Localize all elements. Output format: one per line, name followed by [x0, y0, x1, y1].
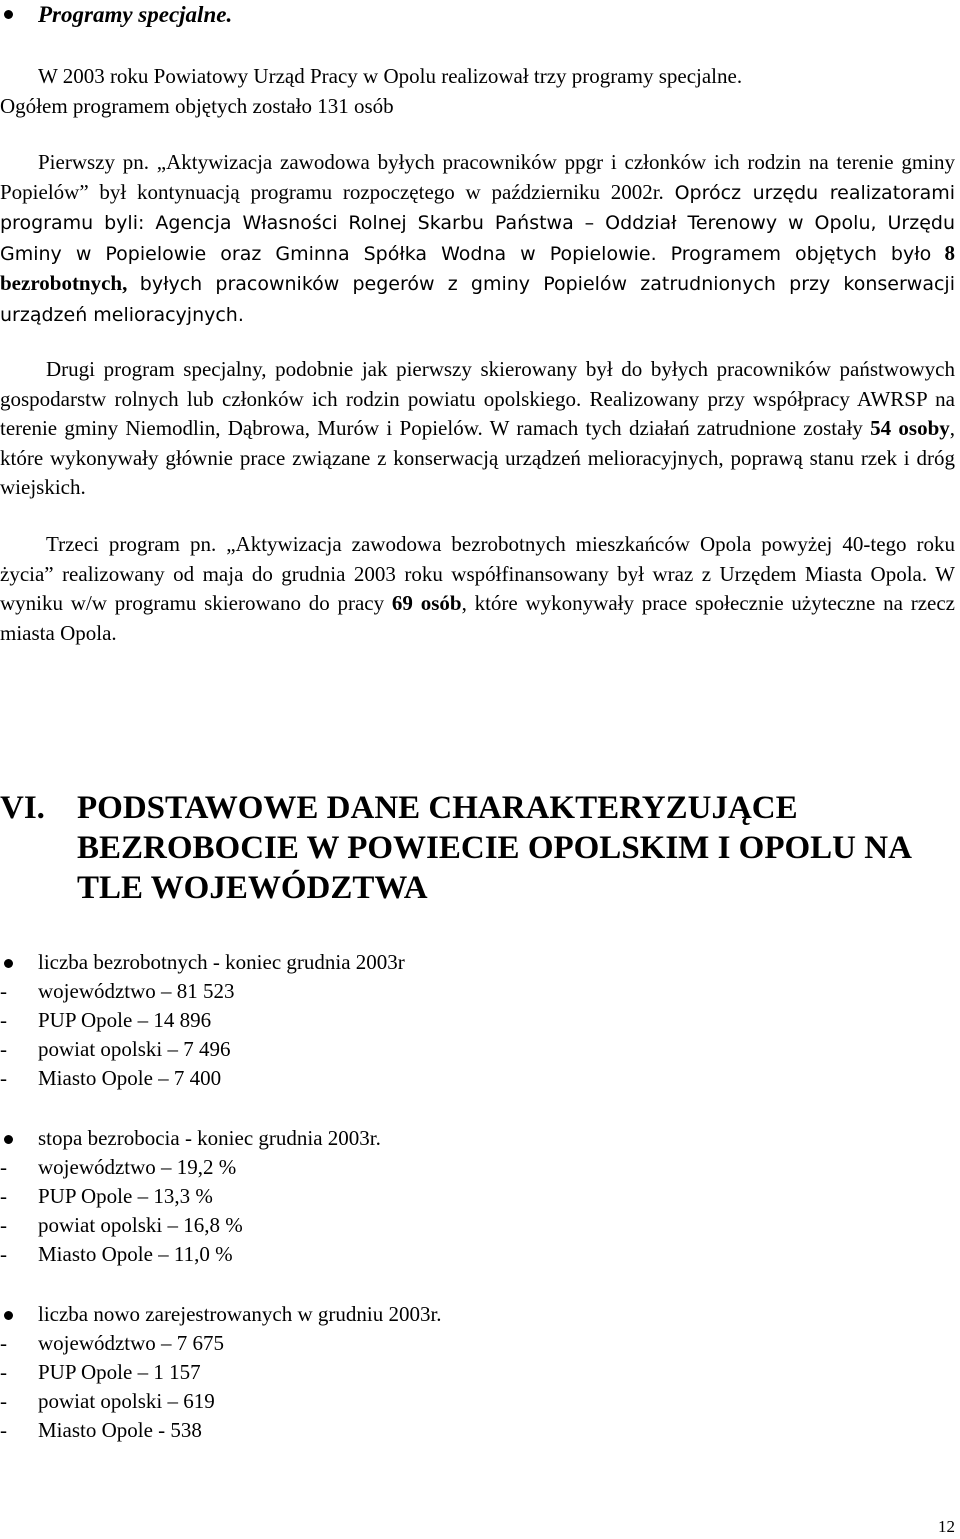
section-title-line: BEZROBOCIE W POWIECIE OPOLSKIM I OPOLU NA	[77, 830, 912, 866]
list-title: liczba nowo zarejestrowanych w grudniu 2003r.	[38, 1302, 442, 1326]
list-item: - województwo – 19,2 %	[0, 1155, 237, 1179]
section-title	[77, 788, 947, 908]
section-title-line: TLE WOJEWÓDZTWA	[77, 870, 428, 906]
bullet-icon	[4, 10, 13, 19]
list-item: - Miasto Opole – 7 400	[0, 1066, 222, 1090]
bullet-icon	[4, 959, 13, 968]
section-heading: Programy specjalne.	[38, 2, 233, 27]
program-2-text-a: Drugi program specjalny, podobnie jak pierwszy skierowany był do byłych pracowników państwowych gospodarstw rolnych lub członków ich rodzin powiatu opolskiego. Realizowany przy współpracy AWRSP na terenie gminy Niemodlin, Dąbrowa, Murów i Popielów. W ramach tych działań zatrudnione zostały	[0, 357, 955, 440]
program-3-text-b: , które wykonywały prace społecznie użyteczne na rzecz miasta Opola.	[0, 591, 956, 645]
list-item: - Miasto Opole – 11,0 %	[0, 1242, 233, 1266]
program-2-text-b: , które wykonywały głównie prace związane z konserwacją urządzeń melioracyjnych, poprawą stanu rzek i dróg wiejskich.	[0, 416, 956, 499]
program-1-text-b: Oprócz urzędu realizatorami programu byli: Agencja Własności Rolnej Skarbu Państwa – Oddział Terenowy w Opolu, Urzędu Gminy w Popielowie oraz Gminna Spółka Wodna w Popielowie. Programem objętych było	[0, 181, 956, 265]
program-3-paragraph	[0, 530, 955, 648]
list-title: stopa bezrobocia - koniec grudnia 2003r.	[38, 1126, 381, 1150]
program-3-count: 69 osób	[391, 591, 462, 615]
program-1-text-a: Pierwszy pn. „Aktywizacja zawodowa byłych pracowników ppgr i członków ich rodzin na terenie gminy Popielów” był kontynuacją programu rozpoczętego w październiku 2002r.	[0, 150, 955, 204]
program-3-text-a: Trzeci program pn. „Aktywizacja zawodowa bezrobotnych mieszkańców Opola powyżej 40-tego roku życia” realizowany od maja do grudnia 2003 roku współfinansowany był wraz z Urzędem Miasta Opola. W wyniku w/w programu skierowano do pracy	[0, 532, 955, 615]
program-1-count: 8 bezrobotnych,	[0, 240, 956, 295]
list-item: - powiat opolski – 619	[0, 1389, 215, 1413]
page-number: 12	[938, 1517, 955, 1536]
intro-line-1: W 2003 roku Powiatowy Urząd Pracy w Opolu realizował trzy programy specjalne.	[38, 64, 743, 88]
section-number: VI.	[0, 790, 45, 826]
program-1-text-c: byłych pracowników pegerów z gminy Popielów zatrudnionych przy konserwacji urządzeń melioracyjnych.	[0, 273, 955, 326]
list-title: liczba bezrobotnych - koniec grudnia 2003r	[38, 950, 405, 974]
section-title-line: PODSTAWOWE DANE CHARAKTERYZUJĄCE	[77, 790, 798, 826]
bullet-icon	[4, 1135, 13, 1144]
list-item: - województwo – 7 675	[0, 1331, 225, 1355]
list-item: - powiat opolski – 7 496	[0, 1037, 231, 1061]
list-item: - PUP Opole – 14 896	[0, 1008, 212, 1032]
program-2-count: 54 osoby	[870, 416, 950, 440]
program-1-paragraph	[0, 148, 955, 330]
intro-paragraph	[0, 62, 955, 121]
list-item: - PUP Opole – 1 157	[0, 1360, 201, 1384]
program-2-paragraph	[0, 355, 955, 503]
intro-line-2: Ogółem programem objętych zostało 131 osób	[0, 93, 394, 118]
list-item: - powiat opolski – 16,8 %	[0, 1213, 243, 1237]
list-item: - województwo – 81 523	[0, 979, 235, 1003]
list-item: - PUP Opole – 13,3 %	[0, 1184, 213, 1208]
bullet-icon	[4, 1311, 13, 1320]
list-item: - Miasto Opole - 538	[0, 1418, 202, 1442]
